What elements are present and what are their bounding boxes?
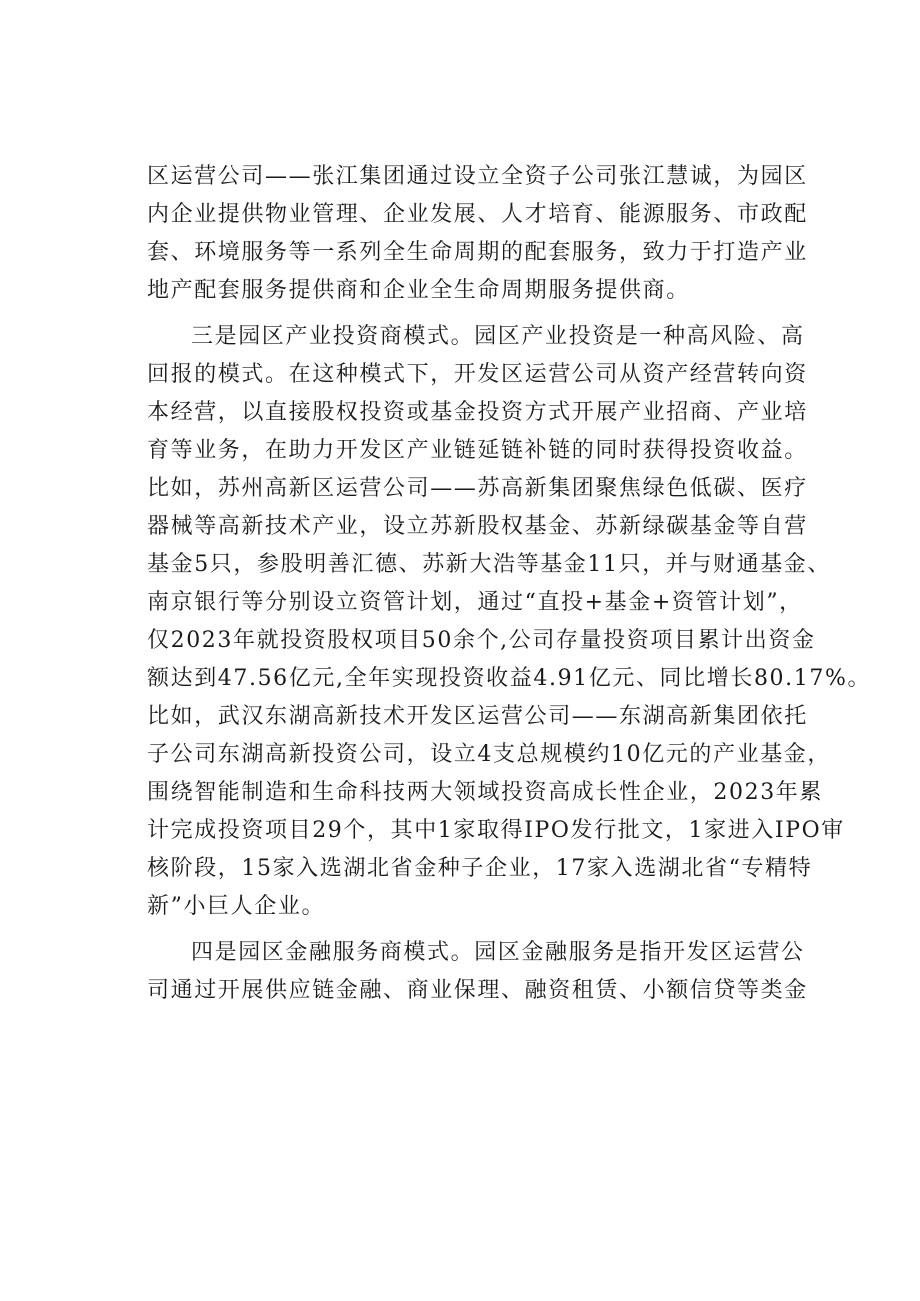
text-line: 司通过开展供应链金融、商业保理、融资租赁、小额信贷等类金 <box>147 978 808 1003</box>
text-line: 围绕智能制造和生命科技两大领域投资高成长性企业，2023年累 <box>147 780 823 805</box>
paragraph-1 <box>147 158 807 310</box>
paragraph-2 <box>147 318 872 926</box>
text-line: 回报的模式。在这种模式下，开发区运营公司从资产经营转向资 <box>147 362 808 387</box>
text-line: 育等业务，在助力开发区产业链延链补链的同时获得投资收益。 <box>147 438 808 463</box>
text-line: 子公司东湖高新投资公司，设立4支总规模约10亿元的产业基金， <box>147 742 831 767</box>
text-line: 新”小巨人企业。 <box>147 894 326 919</box>
text-line: 地产配套服务提供商和企业全生命周期服务提供商。 <box>147 278 690 303</box>
text-line: 套、环境服务等一系列全生命周期的配套服务，致力于打造产业 <box>147 240 808 265</box>
paragraph-3 <box>147 934 807 1010</box>
text-line: 本经营，以直接股权投资或基金投资方式开展产业招商、产业培 <box>147 400 808 425</box>
text-line: 南京银行等分别设立资管计划，通过“直投+基金+资管计划”， <box>147 590 803 615</box>
text-line: 比如，苏州高新区运营公司——苏高新集团聚焦绿色低碳、医疗 <box>147 476 808 501</box>
text-line: 额达到47.56亿元,全年实现投资收益4.91亿元、同比增长80.17%。 <box>147 666 872 691</box>
text-line: 比如，武汉东湖高新技术开发区运营公司——东湖高新集团依托 <box>147 704 808 729</box>
text-line: 四是园区金融服务商模式。园区金融服务是指开发区运营公 <box>191 940 805 965</box>
text-line: 仅2023年就投资股权项目50余个,公司存量投资项目累计出资金 <box>147 628 816 653</box>
text-line: 器械等高新技术产业，设立苏新股权基金、苏新绿碳基金等自营 <box>147 514 808 539</box>
text-line: 核阶段，15家入选湖北省金种子企业，17家入选湖北省“专精特 <box>147 856 813 881</box>
text-line: 基金5只，参股明善汇德、苏新大浩等基金11只，并与财通基金、 <box>147 552 831 577</box>
text-line: 内企业提供物业管理、企业发展、人才培育、能源服务、市政配 <box>147 202 808 227</box>
text-line: 区运营公司——张江集团通过设立全资子公司张江慧诚，为园区 <box>147 164 808 189</box>
body-text <box>147 158 872 1010</box>
text-line: 计完成投资项目29个，其中1家取得IPO发行批文，1家进入IPO审 <box>147 818 845 843</box>
text-line: 三是园区产业投资商模式。园区产业投资是一种高风险、高 <box>191 324 805 349</box>
